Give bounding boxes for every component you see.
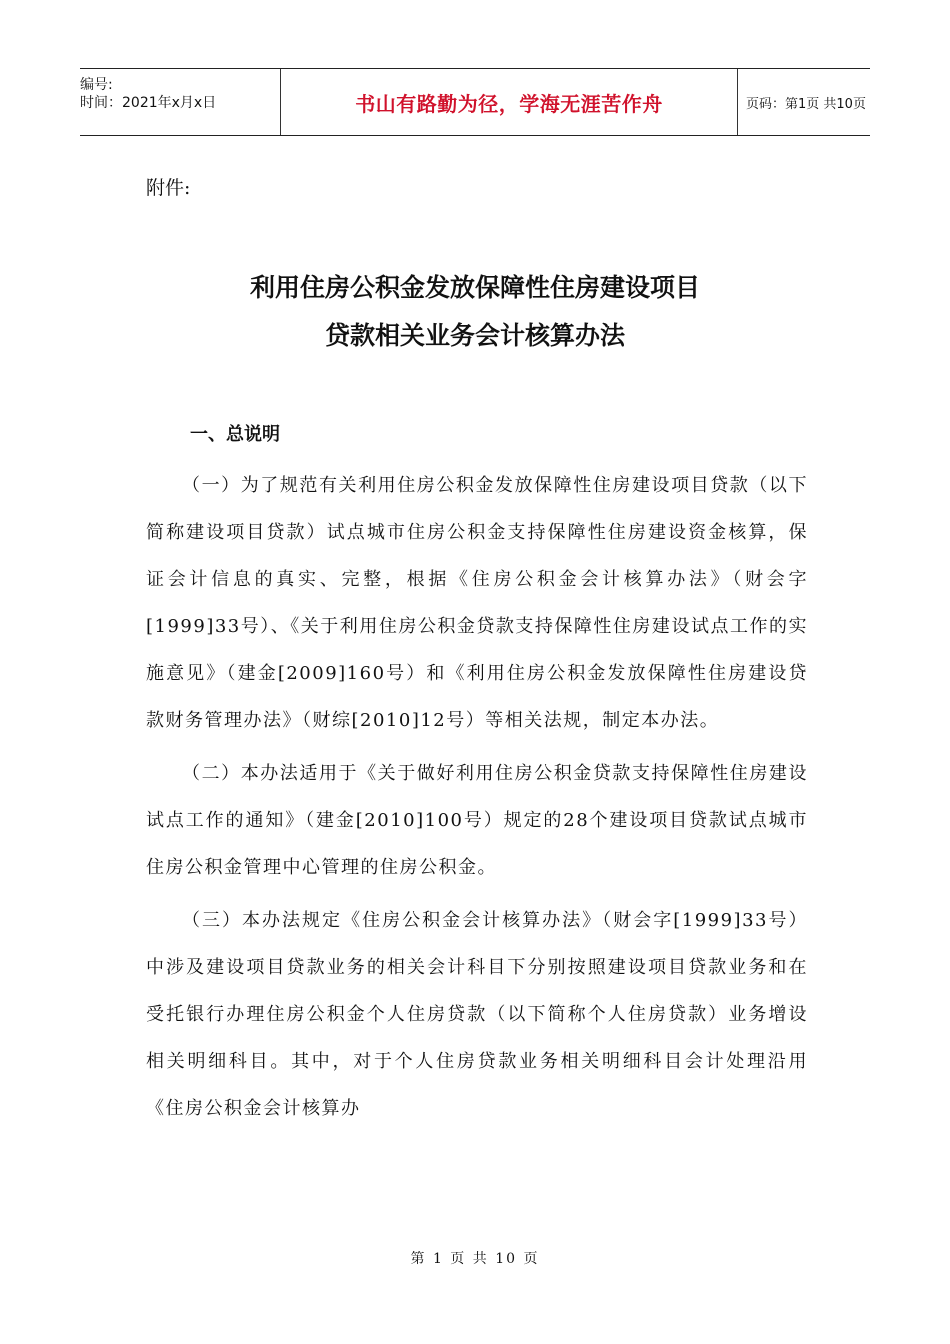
motto-text: 书山有路勤为径，学海无涯苦作舟 [355, 91, 663, 116]
document-title-line-2: 贷款相关业务会计核算办法 [324, 321, 625, 350]
header-motto-cell [280, 69, 738, 135]
paragraph: （二）本办法适用于《关于做好利用住房公积金贷款支持保障性住房建设试点工作的通知》（建金[2010]100号）规定的28个建设项目贷款试点城市住房公积金管理中心管理的住房公积金。 [146, 763, 808, 878]
serial-number-label: 编号: [80, 77, 113, 93]
paragraph: （一）为了规范有关利用住房公积金发放保障性住房建设项目贷款（以下简称建设项目贷款）试点城市住房公积金支持保障性住房建设资金核算，保证会计信息的真实、完整，根据《住房公积金会计核算办法》（财会字[1999]33号）、《关于利用住房公积金贷款支持保障性住房建设试点工作的实施意见》（建金[2009]160号）和《利用住房公积金发放保障性住房建设贷款财务管理办法》（财综[2010]12号）等相关法规，制定本办法。 [146, 475, 808, 731]
section-heading: 一、总说明 [190, 424, 280, 445]
section-body [146, 462, 808, 1138]
page-header [80, 68, 870, 136]
header-meta-cell [80, 69, 280, 135]
attachment-label: 附件: [146, 177, 191, 199]
page-footer: 第 1 页 共 10 页 [410, 1251, 540, 1267]
header-page-cell [736, 69, 870, 135]
date-label: 时间：2021年x月x日 [80, 95, 217, 111]
page-info: 页码：第1页 共10页 [746, 96, 866, 112]
document-title-line-1: 利用住房公积金发放保障性住房建设项目 [249, 273, 700, 302]
paragraph: （三）本办法规定《住房公积金会计核算办法》（财会字[1999]33号）中涉及建设项目贷款业务的相关会计科目下分别按照建设项目贷款业务和在受托银行办理住房公积金个人住房贷款（以下简称个人住房贷款）业务增设相关明细科目。其中，对于个人住房贷款业务相关明细科目会计处理沿用《住房公积金会计核算办 [146, 910, 808, 1119]
